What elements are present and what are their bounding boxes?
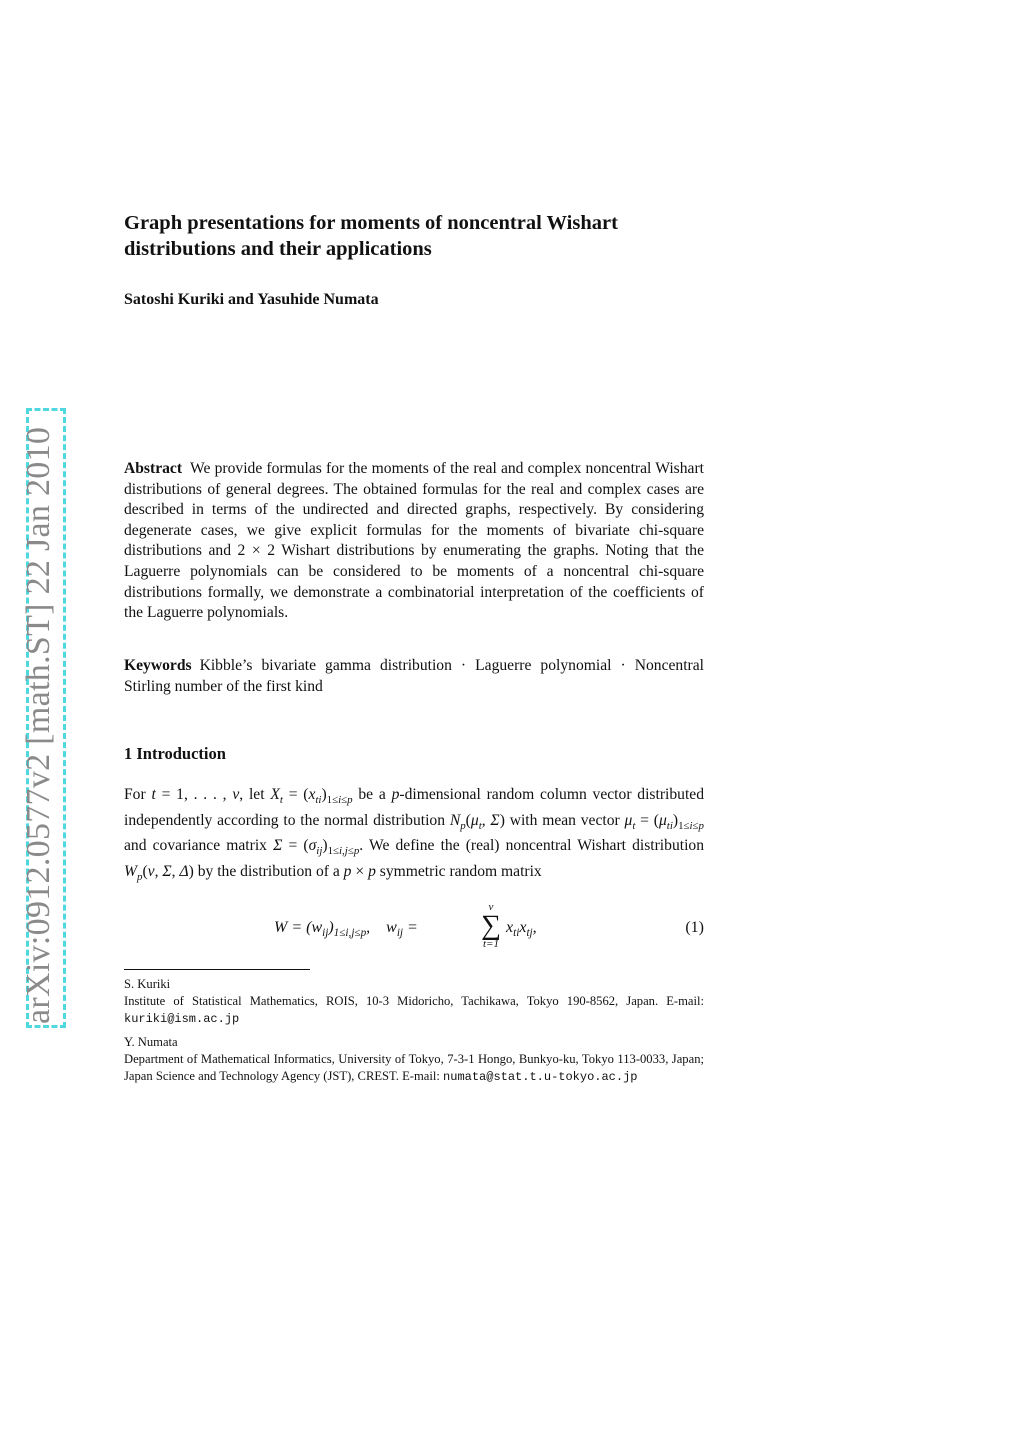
abstract-text: We provide formulas for the moments of the real and complex noncentral Wishart distributions of general degrees. The obtained formulas for the real and complex cases are described in terms of the undirected and directed graphs, respectively. By considering degenerate cases, we give explicit formulas for the moments of bivariate chi-square distributions and 2 × 2 Wishart distributions by enumerating the graphs. Noting that the Laguerre polynomials can be considered to be moments of a noncentral chi-square distributions formally, we demonstrate a combinatorial interpretation of the coefficients of the Laguerre polynomials. [124, 460, 704, 622]
paper-authors: Satoshi Kuriki and Yasuhide Numata [124, 291, 379, 308]
kuriki-email-link[interactable]: kuriki@ism.ac.jp [124, 1012, 240, 1026]
abstract-label: Abstract [124, 460, 183, 477]
intro-text-1: For [124, 786, 152, 803]
intro-text-9: symmetric random matrix [375, 863, 542, 881]
footnote-divider [124, 969, 310, 970]
sum-upper-limit: ν [488, 901, 494, 913]
title-line-2: distributions and their applications [124, 238, 432, 260]
footnote-kuriki-name: S. Kuriki [124, 977, 171, 991]
summation-symbol: ν ∑ t=1 [477, 902, 505, 950]
intro-text-8: by the distribution of a [193, 863, 344, 881]
keywords-label: Keywords [124, 657, 192, 674]
intro-text-6: and covariance matrix [124, 837, 274, 855]
footnote-numata-name: Y. Numata [124, 1035, 178, 1049]
footnote-numata-affiliation: Department of Mathematical Informatics, University of Tokyo, 7-3-1 Hongo, Bunkyo-ku, Tokyo 113-0033, Japan; Japan Science and Technology Agency (JST), CREST. E-mail: numata@stat.t.u-tokyo.ac.jp [124, 1052, 704, 1084]
intro-text-4: -dimensional random column vector distributed independently according to the normal distribution [124, 786, 704, 829]
introduction-paragraph: For t = 1, . . . , ν, let $X_t = (x_{ti})_{1\le i\le p}$ be a p-dimensional random column vector distributed independently according to the normal distribution $N_p(\mu_t$, Σ) with mean vector $\mu_t = (\mu_{ti})_{1\le i\le p}$ and covariance matrix $\Sigma = (\sigma_{ij})_{1\le i,j\le p}$. We define the (real) noncentral Wishart distribution $W_p(\nu$, Σ, Δ) by the distribution of a p × p symmetric random matrix [124, 786, 704, 884]
paper-title [124, 210, 724, 262]
footnote-numata [124, 1034, 704, 1086]
abstract [124, 459, 704, 624]
numata-email-link[interactable]: numata@stat.t.u-tokyo.ac.jp [443, 1070, 638, 1084]
equation-1 [124, 902, 704, 958]
footnote-kuriki [124, 976, 704, 1028]
footnote-kuriki-affiliation: Institute of Statistical Mathematics, ROIS, 10-3 Midoricho, Tachikawa, Tokyo 190-8562, Japan. E-mail: kuriki@ism.ac.jp [124, 994, 704, 1026]
equation-number: (1) [685, 919, 704, 936]
keywords-text: Kibble’s bivariate gamma distribution · Laguerre polynomial · Noncentral Stirling number of the first kind [124, 657, 704, 695]
intro-text-7: . We define the (real) noncentral Wishart distribution [359, 837, 704, 855]
equation-lhs-text: W = (w [274, 919, 323, 936]
intro-text-3: be a [352, 786, 392, 803]
title-line-1: Graph presentations for moments of noncentral Wishart [124, 212, 618, 234]
arxiv-identifier[interactable]: arXiv:0912.0577v2 [math.ST] 22 Jan 2010 [20, 426, 57, 1024]
keywords [124, 656, 704, 697]
sum-lower-limit: t=1 [483, 938, 499, 950]
section-heading-introduction: 1 Introduction [124, 744, 226, 763]
intro-text-5: with mean vector [504, 811, 625, 829]
intro-text-2: , let [239, 786, 271, 803]
equation-rhs: $x_{ti}x_{tj}$, [506, 919, 537, 940]
equation-lhs: $W = (w_{ij})_{1\le i,j\le p}$, $w_{ij}$ = [274, 919, 418, 940]
